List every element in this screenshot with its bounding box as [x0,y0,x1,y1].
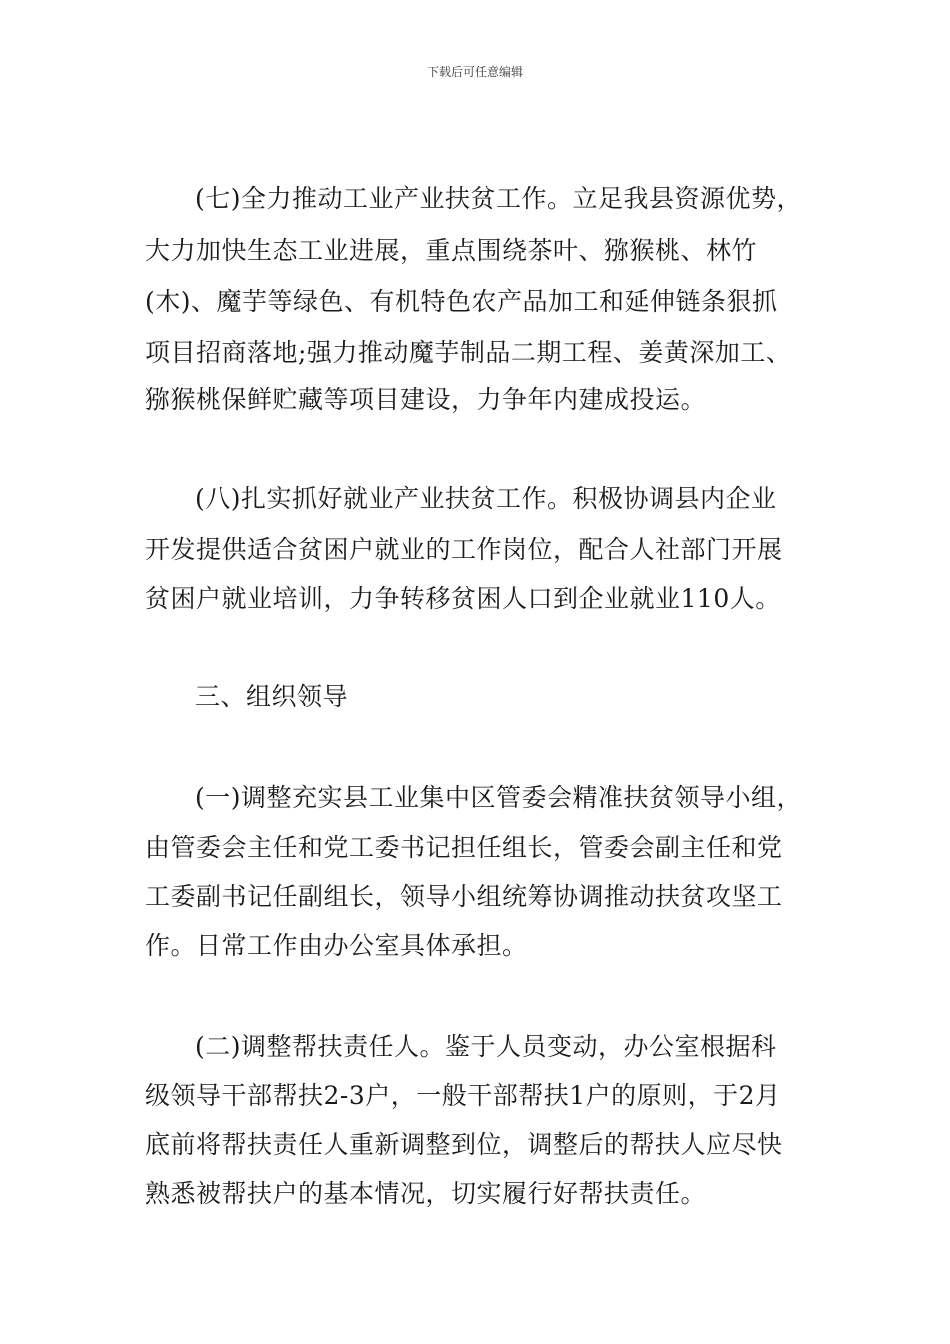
paragraph-line: (七)全力推动工业产业扶贫工作。立足我县资源优势， [195,184,803,213]
section-heading: 三、组织领导 [195,682,349,711]
paragraph-line: 作。日常工作由办公室具体承担。 [145,931,528,960]
paragraph-line: 工委副书记任副组长，领导小组统筹协调推动扶贫攻坚工 [145,882,783,911]
paragraph-line: 大力加快生态工业进展，重点围绕茶叶、猕猴桃、林竹 [145,236,758,265]
paragraph-line: 级领导干部帮扶2-3户，一般干部帮扶1户的原则，于2月 [145,1081,781,1110]
paragraph-line: (二)调整帮扶责任人。鉴于人员变动，办公室根据科 [195,1032,777,1061]
paragraph-line: 底前将帮扶责任人重新调整到位，调整后的帮扶人应尽快 [145,1130,783,1159]
paragraph-line: 项目招商落地;强力推动魔芋制品二期工程、姜黄深加工、 [145,338,792,367]
paragraph-line: 猕猴桃保鲜贮藏等项目建设，力争年内建成投运。 [145,385,707,414]
paragraph-line: (一)调整充实县工业集中区管委会精准扶贫领导小组， [195,783,803,812]
paragraph-line: 开发提供适合贫困户就业的工作岗位，配合人社部门开展 [145,535,783,564]
paragraph-line: (八)扎实抓好就业产业扶贫工作。积极协调县内企业 [195,484,777,513]
paragraph-line: 贫困户就业培训，力争转移贫困人口到企业就业110人。 [145,584,781,613]
paragraph-line: 由管委会主任和党工委书记担任组长，管委会副主任和党 [145,833,783,862]
paragraph-line: (木)、魔芋等绿色、有机特色农产品加工和延伸链条狠抓 [145,287,778,316]
page-header: 下载后可任意编辑 [426,65,523,79]
paragraph-line: 熟悉被帮扶户的基本情况，切实履行好帮扶责任。 [145,1179,707,1208]
